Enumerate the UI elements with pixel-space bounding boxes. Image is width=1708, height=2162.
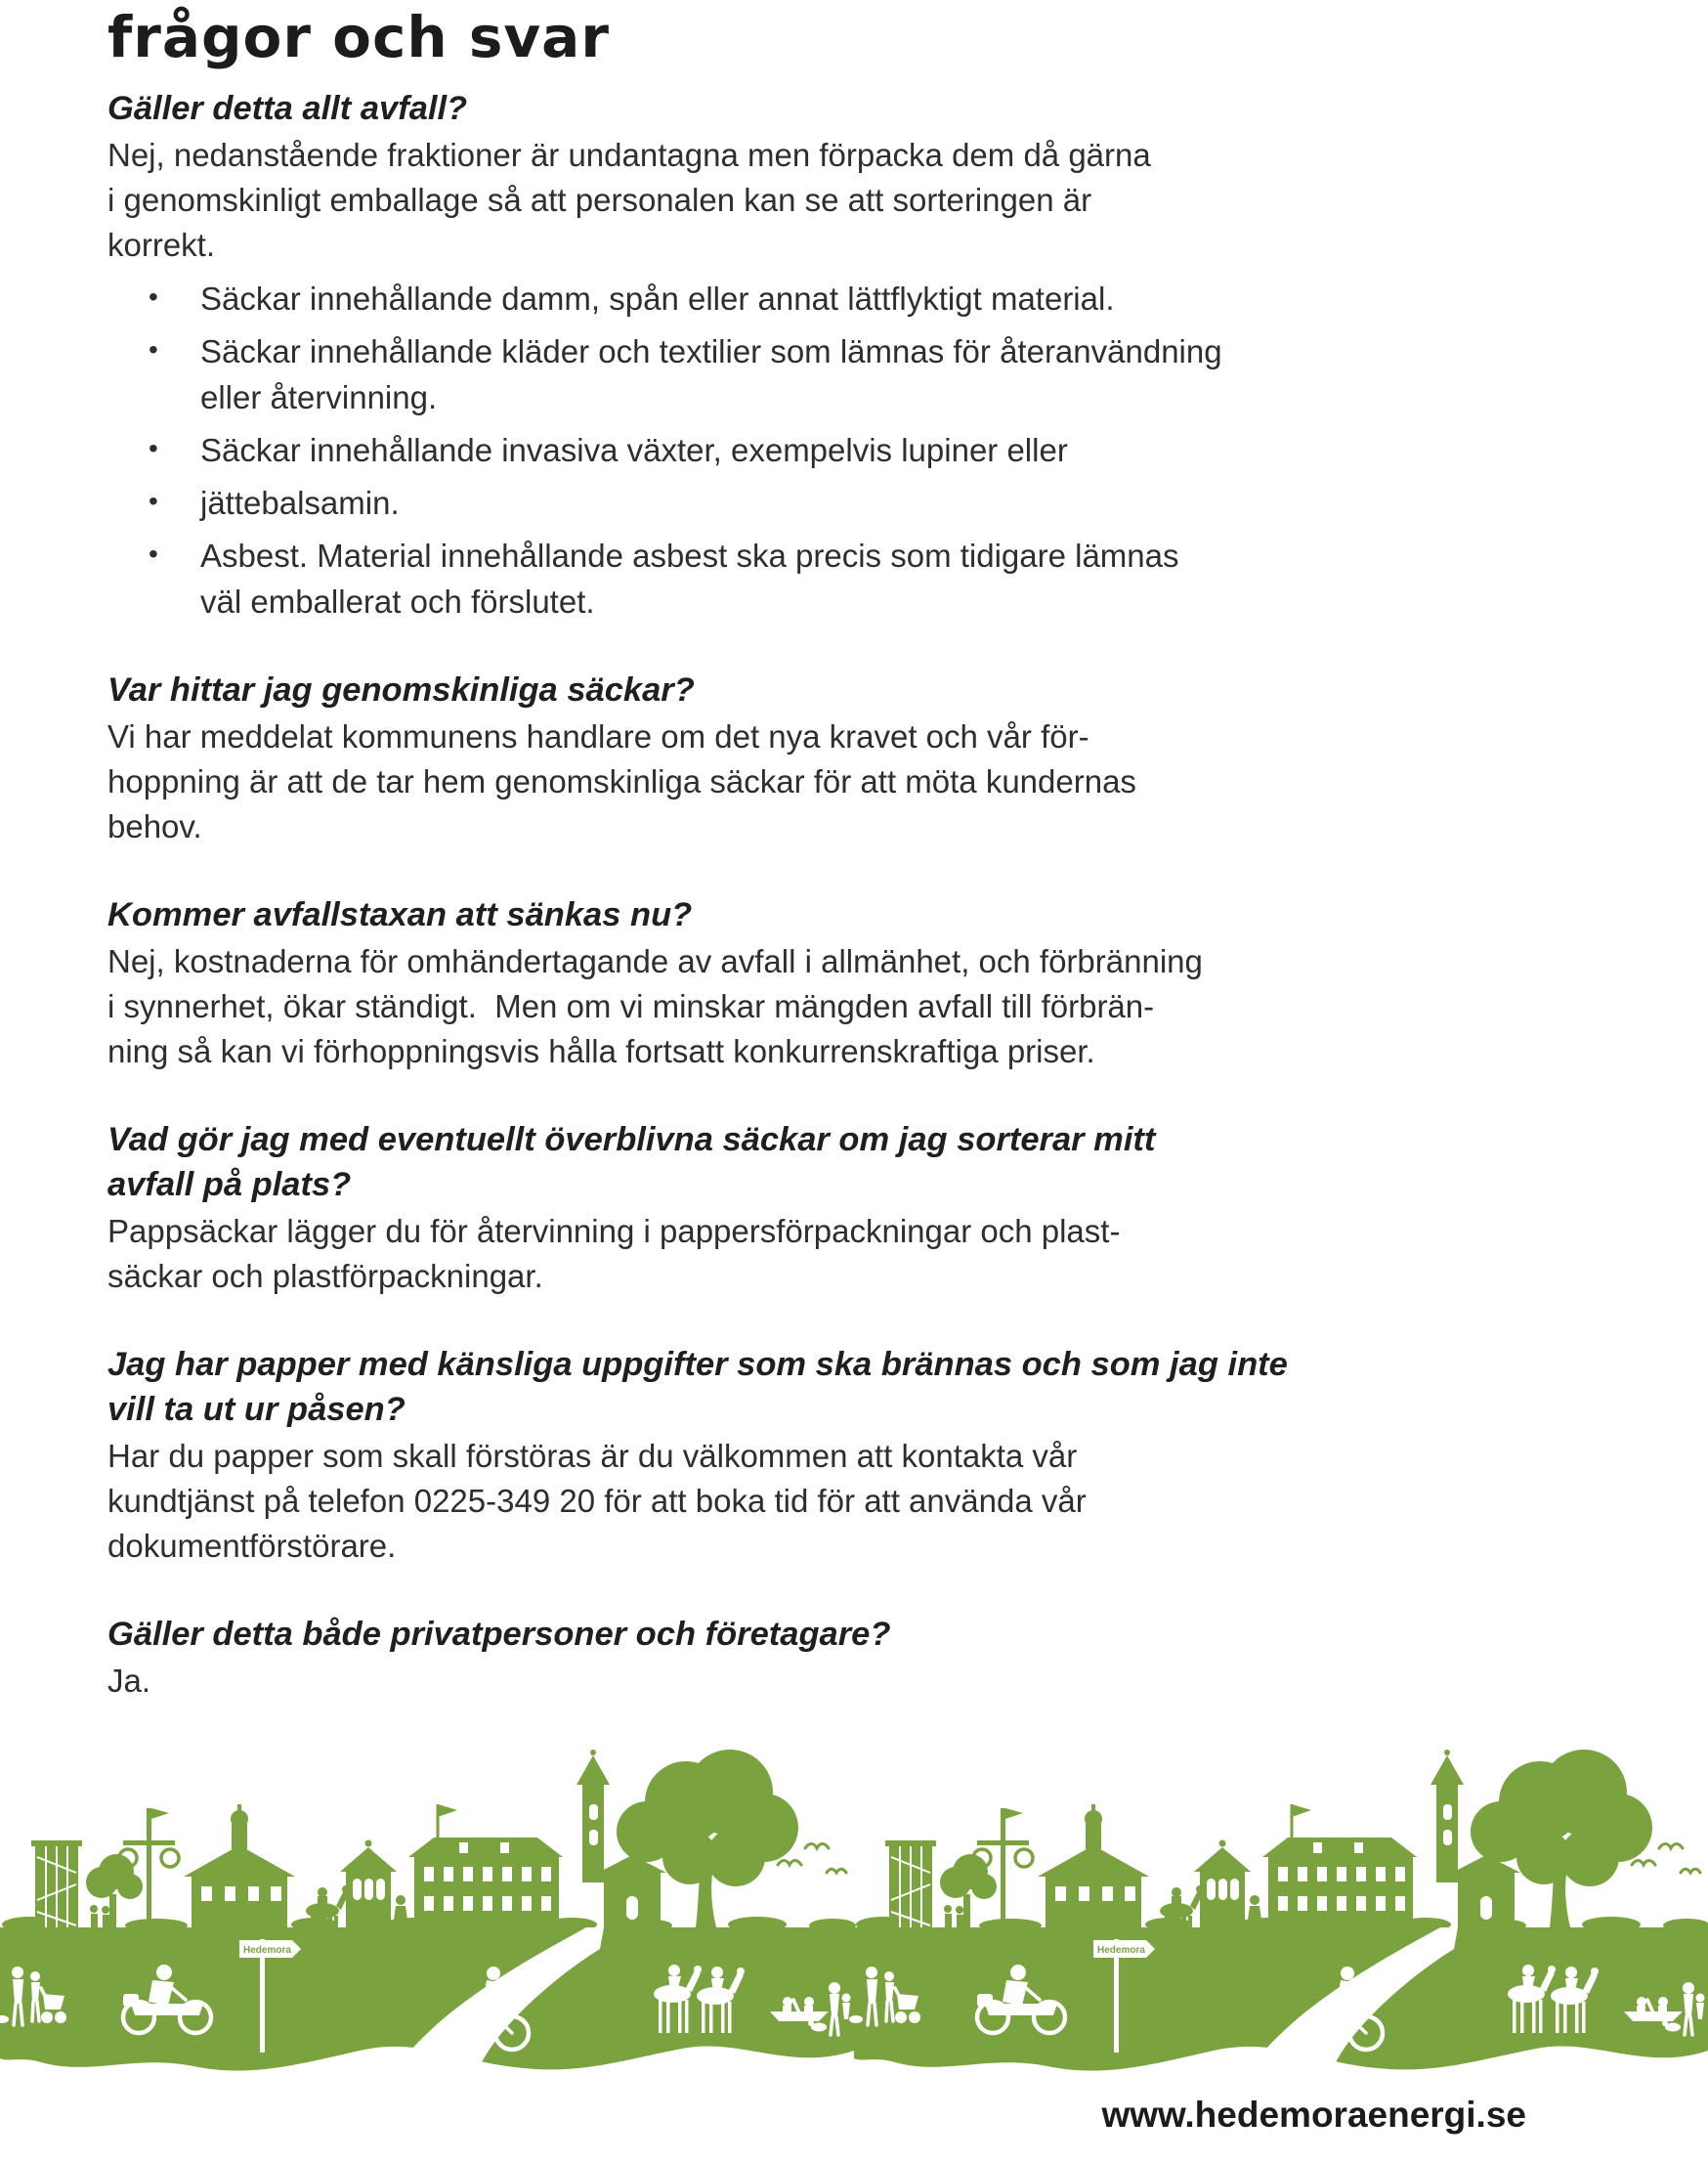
bullet-line: Säckar innehållande damm, spån eller annat lättflyktigt material. — [200, 281, 1115, 317]
answer-line: ning så kan vi förhoppningsvis hålla fortsatt konkurrenskraftiga priser. — [107, 1033, 1095, 1069]
answer-line: i synnerhet, ökar ständigt. Men om vi minskar mängden avfall till förbrän- — [107, 988, 1155, 1024]
list-item — [107, 533, 1601, 625]
answer-line: Vi har meddelat kommunens handlare om det nya kravet och vår för- — [107, 718, 1089, 755]
bullet-line: Säckar innehållande kläder och textilier som lämnas för återanvändning — [200, 333, 1222, 369]
faq-answer — [107, 133, 1601, 268]
faq-answer — [107, 939, 1601, 1074]
website-url: www.hedemoraenergi.se — [1101, 2095, 1526, 2135]
faq-answer — [107, 1434, 1601, 1569]
faq-question: Vad gör jag med eventuellt överblivna säckar om jag sorterar mitt avfall på plats? — [107, 1121, 1156, 1203]
bullet-line: Asbest. Material innehållande asbest ska precis som tidigare lämnas — [200, 538, 1179, 574]
bullet-icon: • — [149, 433, 158, 463]
faq-item — [107, 86, 1601, 625]
faq-answer — [107, 714, 1601, 849]
faq-question: Gäller detta allt avfall? — [107, 90, 468, 127]
answer-line: Ja. — [107, 1663, 151, 1699]
bullet-line: jättebalsamin. — [200, 485, 400, 521]
answer-line: Har du papper som skall förstöras är du välkommen att kontakta vår — [107, 1438, 1078, 1474]
list-item — [107, 427, 1601, 473]
bullet-line: Säckar innehållande invasiva växter, exempelvis lupiner eller — [200, 432, 1068, 468]
bullet-icon: • — [149, 281, 158, 312]
faq-item — [107, 668, 1601, 849]
answer-line: Nej, kostnaderna för omhändertagande av avfall i allmänhet, och förbränning — [107, 943, 1203, 979]
faq-question: Gäller detta både privatpersoner och företagare? — [107, 1616, 891, 1653]
page-title: frågor och svar — [107, 4, 610, 70]
exception-bullet-list — [107, 276, 1601, 625]
faq-item — [107, 892, 1601, 1074]
faq-item — [107, 1342, 1601, 1569]
answer-line: korrekt. — [107, 227, 216, 263]
answer-line: Pappsäckar lägger du för återvinning i pappersförpackningar och plast- — [107, 1213, 1121, 1249]
answer-line: hoppning är att de tar hem genomskinliga säckar för att möta kundernas — [107, 763, 1136, 800]
list-item — [107, 328, 1601, 420]
answer-line: Nej, nedanstående fraktioner är undantagna men förpacka dem då gärna — [107, 137, 1151, 173]
faq-content — [107, 0, 1601, 1704]
answer-line: dokumentförstörare. — [107, 1528, 397, 1564]
answer-line: behov. — [107, 808, 202, 844]
list-item — [107, 276, 1601, 322]
bullet-line: väl emballerat och förslutet. — [200, 584, 595, 620]
faq-answer — [107, 1659, 1601, 1704]
answer-line: i genomskinligt emballage så att personalen kan se att sorteringen är — [107, 182, 1092, 218]
faq-question: Jag har papper med känsliga uppgifter som ska brännas och som jag inte vill ta ut ur påsen? — [107, 1346, 1288, 1428]
town-silhouette-illustration — [0, 1748, 1708, 2085]
list-item — [107, 480, 1601, 526]
faq-answer — [107, 1209, 1601, 1299]
faq-item — [107, 1117, 1601, 1299]
bullet-icon: • — [149, 539, 158, 569]
bullet-icon: • — [149, 334, 158, 365]
bullet-line: eller återvinning. — [200, 379, 438, 415]
answer-line: kundtjänst på telefon 0225-349 20 för att boka tid för att använda vår — [107, 1483, 1087, 1519]
bullet-icon: • — [149, 486, 158, 516]
faq-item — [107, 1612, 1601, 1704]
answer-line: säckar och plastförpackningar. — [107, 1258, 543, 1294]
town-silhouette-svg — [0, 1748, 1708, 2085]
faq-question: Kommer avfallstaxan att sänkas nu? — [107, 896, 693, 933]
faq-question: Var hittar jag genomskinliga säckar? — [107, 671, 695, 709]
